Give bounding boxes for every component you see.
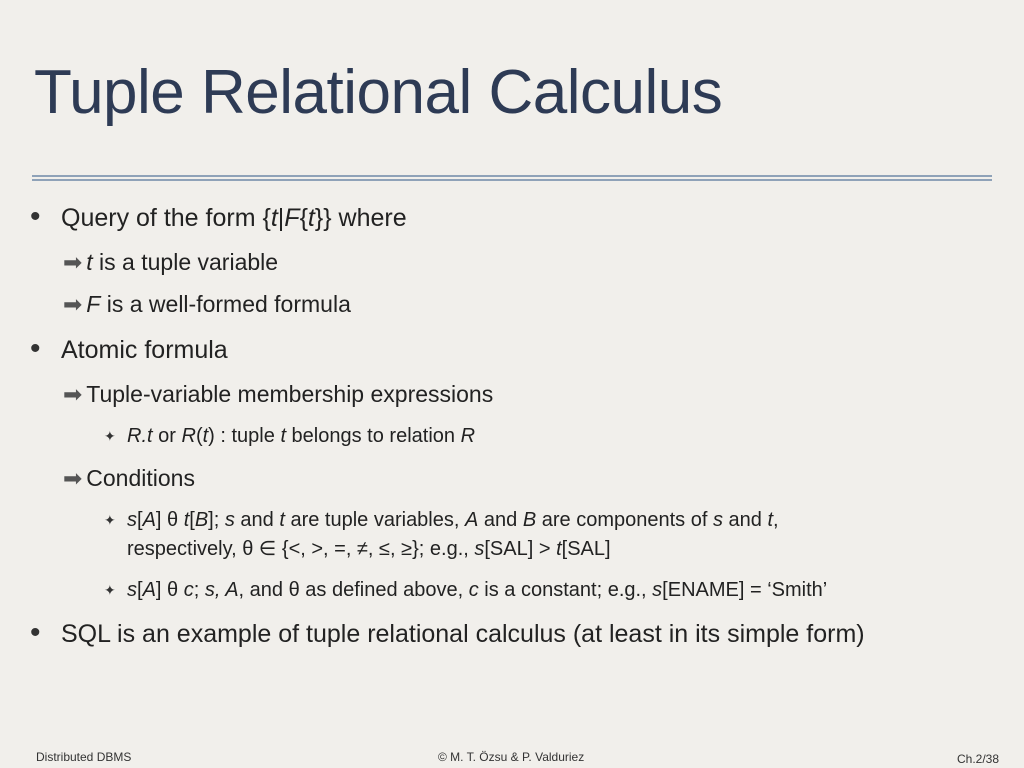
subitem-membership-expressions: ➡ Tuple-variable membership expressions [63,381,494,407]
bullet-dot-icon: • [30,200,41,233]
arrow-right-icon: ➡ [63,465,83,491]
item-comparison-condition-line2: respectively, θ ∈ {<, >, =, ≠, ≤, ≥}; e.g., s[SAL] > t[SAL] [127,538,611,560]
footer-copyright: © M. T. Özsu & P. Valduriez [438,750,585,764]
arrow-right-icon: ➡ [63,249,83,275]
title-divider-top [32,175,992,177]
title-divider-bottom [32,179,992,181]
bullet-dot-icon: • [30,332,41,365]
four-point-star-icon: ✦ [104,582,116,598]
bullet-sql-example: SQL is an example of tuple relational calculus (at least in its simple form) [61,620,865,648]
subitem-well-formed-formula: ➡ F is a well-formed formula [63,291,351,317]
four-point-star-icon: ✦ [104,512,116,528]
subitem-tuple-variable: ➡ t is a tuple variable [63,249,279,275]
slide-title: Tuple Relational Calculus [34,58,723,127]
bullet-dot-icon: • [30,616,41,649]
bullet-atomic-formula: Atomic formula [61,336,228,364]
item-membership-definition: R.t or R(t) : tuple t belongs to relation R [127,425,476,447]
arrow-right-icon: ➡ [63,381,83,407]
subitem-conditions: ➡ Conditions [63,465,195,491]
four-point-star-icon: ✦ [104,428,116,444]
bullet-query-form: Query of the form {t|F{t}} where [61,204,407,232]
footer-page-number: Ch.2/38 [957,752,1000,766]
footer-course: Distributed DBMS [36,750,132,764]
item-comparison-condition-line1: s[A] θ t[B]; s and t are tuple variables, A and B are components of s and t, [127,509,779,531]
item-constant-condition: s[A] θ c; s, A, and θ as defined above, c is a constant; e.g., s[ENAME] = ‘Smith’ [127,579,828,601]
arrow-right-icon: ➡ [63,291,83,317]
